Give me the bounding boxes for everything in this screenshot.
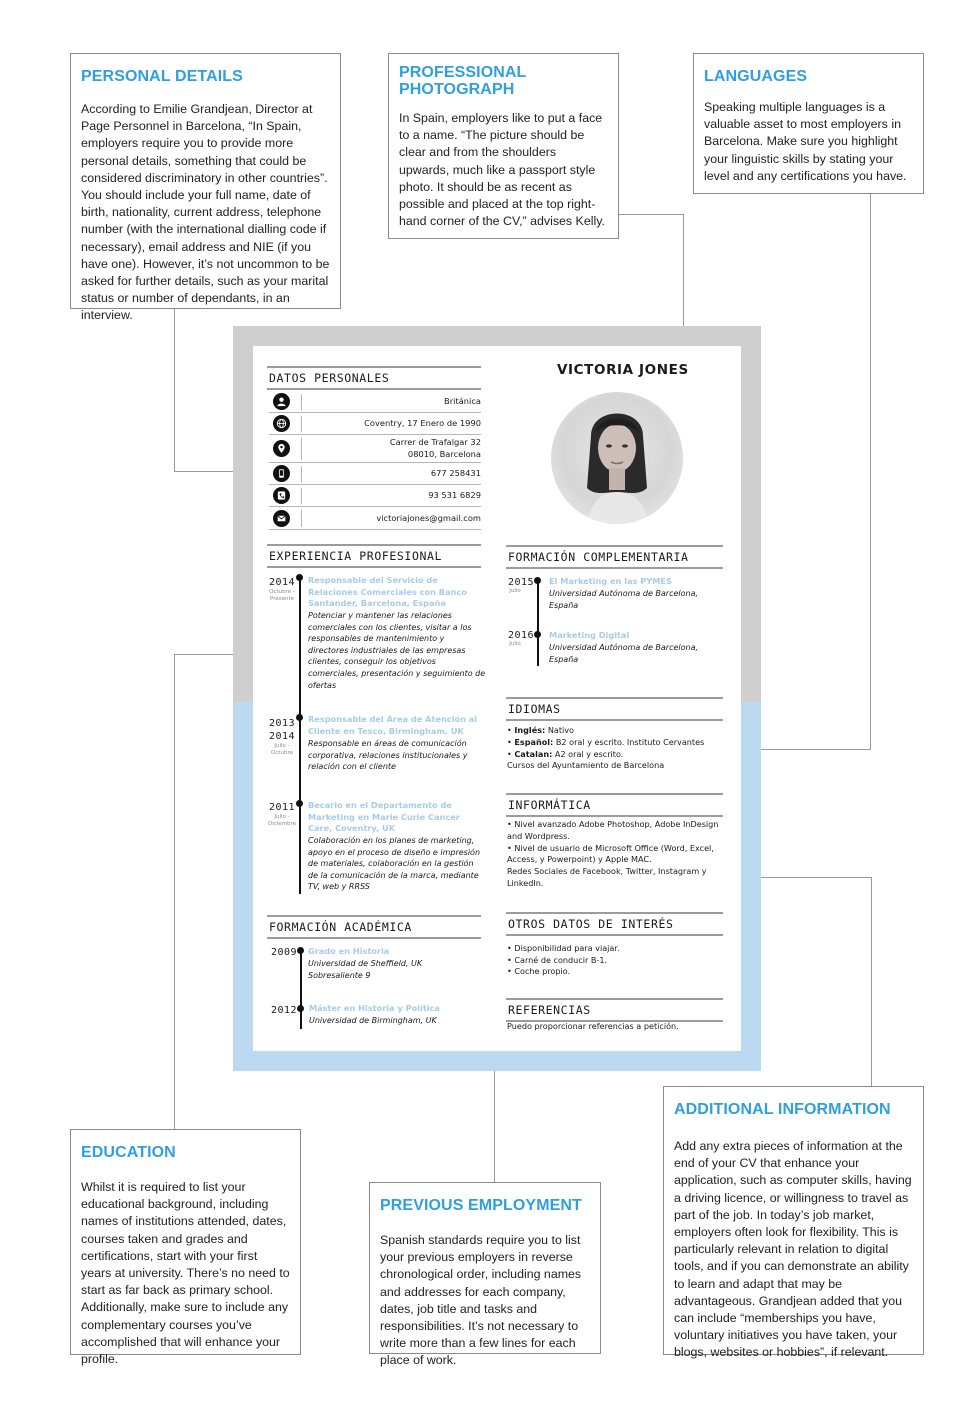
experience-year: 2011 [269, 802, 296, 813]
annotation-body: Speaking multiple languages is a valuable asset to most employers in Barcelona. Make sure you highlight your linguistic skills by stating your level and any certifications you have. [704, 100, 907, 183]
academic-timeline [300, 949, 302, 1029]
personal-value: 677 258431 [430, 468, 481, 478]
other-line: • Carné de conducir B-1. [507, 955, 608, 965]
mobile-phone-icon [273, 465, 290, 482]
section-complementary-title: FORMACIÓN COMPLEMENTARIA [506, 545, 723, 569]
annotation-title: PREVIOUS EMPLOYMENT [380, 1197, 582, 1214]
personal-row [269, 391, 481, 413]
annotation-education [70, 1129, 301, 1367]
language-level: A2 oral y escrito. [552, 749, 624, 759]
annotation-title: LANGUAGES [704, 68, 808, 85]
annotation-title: PERSONAL DETAILS [81, 68, 243, 85]
computing-line: • Nivel avanzado Adobe Photoshop, Adobe InDesign [507, 819, 719, 829]
language-level: B2 oral y escrito. Instituto Cervantes [553, 737, 705, 747]
computing-line: and Wordpress. [507, 831, 570, 841]
complementary-year: 2015 [508, 577, 535, 588]
phone-icon [273, 487, 290, 504]
personal-row [269, 485, 481, 507]
computing-line: LinkedIn. [507, 878, 544, 888]
personal-value: 93 531 6829 [428, 490, 481, 500]
computing-line: • Nivel de usuario de Microsoft Office (Word, Excel, [507, 843, 714, 853]
complementary-institution: Universidad Autónoma de Barcelona, [549, 589, 699, 598]
complementary-period: Julio [509, 588, 521, 594]
globe-icon [273, 415, 290, 432]
personal-row [269, 435, 481, 463]
experience-year-end: 2014 [269, 731, 296, 742]
academic-grade: Sobresaliente 9 [308, 971, 371, 980]
experience-description: Potenciar y mantener las relaciones comerciales con los clientes, visitar a los responsables de mantenimiento y directores industriales de las empresas clientes, conseguir los objetivos comerciales, presentación y seguimiento de ofertas [308, 611, 486, 690]
academic-title: Grado en Historia [308, 946, 390, 956]
experience-title: Becario en el Departamento de Marketing en Marie Curie Cancer Care, Coventry, UK [308, 800, 460, 834]
annotation-body: Spanish standards require you to list your previous employers in reverse chronological order, including names and addresses for each company, dates, job title and tasks and responsibilities. It’s not necessary to write more than a few lines for each place of work. [380, 1233, 582, 1368]
section-computing-title: INFORMÁTICA [506, 793, 723, 817]
experience-title: Responsable del Área de Atención al Cliente en Tesco, Birmingham, UK [308, 714, 478, 736]
computing-line: Redes Sociales de Facebook, Twitter, Instagram y [507, 866, 707, 876]
annotation-personal-details [70, 53, 341, 323]
personal-value-2: 08010, Barcelona [407, 449, 481, 459]
experience-period: Octubre - Presente [269, 589, 295, 602]
language-line: • Español: B2 oral y escrito. Instituto Cervantes [507, 737, 705, 747]
language-line: • Inglés: Nativo [507, 725, 575, 735]
complementary-title: El Marketing en las PYMES [549, 576, 672, 586]
annotation-previous-employment [369, 1182, 601, 1368]
annotation-title: EDUCATION [81, 1144, 176, 1161]
experience-description: Colaboración en los planes de marketing, apoyo en el proceso de diseño e impresión de materiales, colaboración en la gestión de la comunicación de la marca, mediante TV, web y RRSS [308, 836, 481, 892]
experience-period: Julio - Octubre [270, 743, 293, 756]
experience-timeline [299, 576, 301, 894]
academic-institution: Universidad de Birmingham, UK [309, 1016, 437, 1025]
personal-row [269, 507, 481, 530]
section-other-title: OTROS DATOS DE INTERÉS [506, 912, 723, 936]
annotation-professional-photograph [388, 53, 619, 239]
annotation-title: ADDITIONAL INFORMATION [674, 1101, 891, 1118]
experience-year: 2013 [269, 718, 296, 729]
annotation-languages [693, 53, 924, 194]
personal-row [269, 463, 481, 485]
experience-year: 2014 [269, 577, 296, 588]
complementary-title: Marketing Digital [549, 630, 630, 640]
language-extra: Cursos del Ayuntamiento de Barcelona [507, 760, 665, 770]
language-label: Español: [514, 737, 554, 747]
complementary-period: Julio [509, 641, 521, 647]
complementary-country: España [549, 601, 579, 610]
experience-title: Responsable del Servicio de Relaciones Comerciales con Banco Santander, Barcelona, España [308, 575, 467, 609]
location-pin-icon [273, 440, 290, 457]
academic-year: 2012 [271, 1005, 298, 1016]
personal-value: Carrer de Trafalgar 32 [389, 437, 481, 447]
academic-year: 2009 [271, 947, 298, 958]
language-level: Nativo [545, 725, 575, 735]
personal-row [269, 413, 481, 435]
section-personal-title: DATOS PERSONALES [267, 366, 481, 390]
complementary-institution: Universidad Autónoma de Barcelona, [549, 643, 699, 652]
personal-value: Coventry, 17 Enero de 1990 [364, 418, 481, 428]
complementary-timeline [537, 578, 539, 666]
annotation-body: Add any extra pieces of information at the end of your CV that enhance your application, such as computer skills, having a driving licence, or willingness to travel as part of the job. In today’s job market, employers often look for flexibility. This is particularly relevant in relation to digital tools, and if you can demonstrate an ability to learn and adapt that may be advantageous. Grandjean added that you can include “memberships you have, voluntary initiatives you have taken, your blogs, websites or hobbies”, if relevant. [674, 1139, 912, 1360]
academic-institution: Universidad de Sheffield, UK [308, 959, 423, 968]
language-label: Catalan: [514, 749, 553, 759]
language-line: • Catalan: A2 oral y escrito. [507, 749, 624, 759]
annotation-title: PROFESSIONAL PHOTOGRAPH [399, 64, 527, 98]
language-label: Inglés: [514, 725, 546, 735]
section-experience-title: EXPERIENCIA PROFESIONAL [267, 544, 481, 568]
user-icon [273, 393, 290, 410]
computing-line: Access, y Powerpoint) y Apple MAC. [507, 854, 652, 864]
section-languages-title: IDIOMAS [506, 697, 723, 721]
other-line: • Disponibilidad para viajar. [507, 943, 620, 953]
other-line: • Coche propio. [507, 966, 571, 976]
experience-period: Julio - Diciembre [267, 814, 297, 827]
annotation-body: In Spain, employers like to put a face to a name. “The picture should be clear and from the shoulders upwards, much like a passport style photo. It should be as recent as possible and placed at the top right-hand corner of the CV,” advises Kelly. [399, 111, 605, 229]
annotation-body: Whilst it is required to list your educational background, including names of institutions attended, dates, courses taken and grades and certifications, start with your first years at university. There’s no need to start as far back as primary school. Additionally, make sure to include any complementary courses you’ve accomplished that will enhance your profile. [81, 1180, 290, 1367]
section-academic-title: FORMACIÓN ACADÉMICA [267, 915, 481, 939]
cv-name: VICTORIA JONES [557, 362, 689, 378]
complementary-year: 2016 [508, 630, 535, 641]
references-text: Puedo proporcionar referencias a petición. [507, 1021, 679, 1031]
experience-description: Responsable en áreas de comunicación corporativa, relaciones institucionales y relación con el cliente [308, 739, 468, 772]
academic-title: Máster en Historia y Política [309, 1003, 440, 1013]
section-references-title: REFERENCIAS [506, 998, 723, 1022]
personal-value: Británica [444, 396, 481, 406]
annotation-body: According to Emilie Grandjean, Director at Page Personnel in Barcelona, “In Spain, employers require you to provide more personal details, something that could be considered discriminatory in other countries”. You should include your full name, date of birth, nationality, current address, telephone number (with the international dialling code if necessary), email address and NIE (if you have one). However, it’s not uncommon to be asked for further details, such as your marital status or number of dependants, in an interview. [81, 102, 330, 323]
complementary-country: España [549, 655, 579, 664]
email-icon [273, 510, 290, 527]
personal-value: victoriajones@gmail.com [376, 513, 481, 523]
annotation-additional-information [663, 1086, 924, 1360]
profile-photo [551, 392, 683, 524]
